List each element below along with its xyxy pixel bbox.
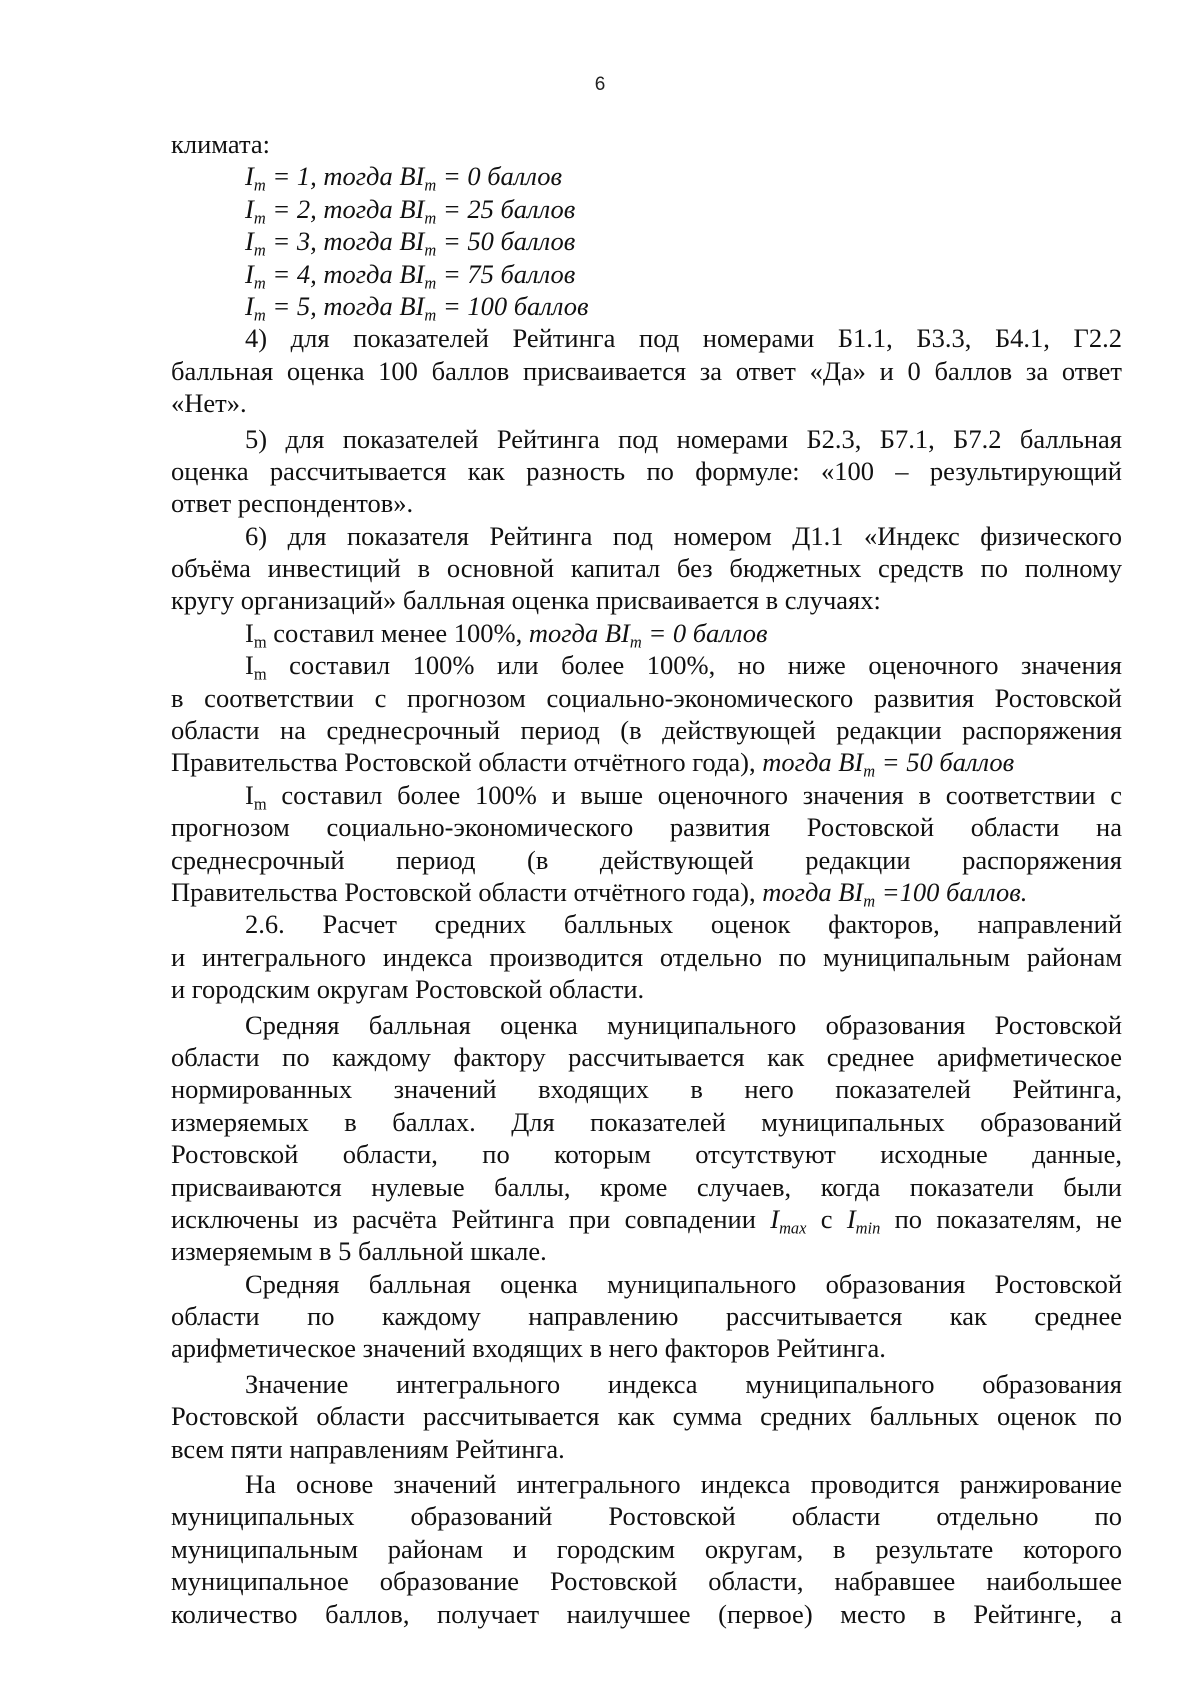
text-line: нормированных значений входящих в него показателей Рейтинга, bbox=[171, 1074, 1122, 1105]
formula-line: $I_m = 4$, тогда $BI_m = 75$ баллов bbox=[245, 258, 576, 292]
text-line: области по каждому направлению рассчитывается как среднее bbox=[171, 1301, 1122, 1332]
text-line: арифметическое значений входящих в него факторов Рейтинга. bbox=[171, 1333, 886, 1364]
document-body bbox=[171, 128, 1122, 1630]
text-line: количество баллов, получает наилучшее (первое) место в Рейтинге, а bbox=[171, 1598, 1122, 1629]
text-line: Правительства Ростовской области отчётного года), тогда $BI_m = 50$ баллов bbox=[171, 747, 1015, 781]
text-line: измеряемых в баллах. Для показателей муниципальных образований bbox=[171, 1106, 1122, 1137]
page-number: 6 bbox=[594, 74, 606, 95]
text-line: муниципальных образований Ростовской области отдельно по bbox=[171, 1501, 1122, 1532]
text-line: области на среднесрочный период (в действующей редакции распоряжения bbox=[171, 715, 1122, 746]
text-line: измеряемым в 5 балльной шкале. bbox=[171, 1236, 547, 1267]
text-line: «Нет». bbox=[171, 388, 247, 419]
text-line: среднесрочный период (в действующей редакции распоряжения bbox=[171, 844, 1122, 875]
text-line: Ростовской области рассчитывается как сумма средних балльных оценок по bbox=[171, 1401, 1122, 1432]
text-line: присваиваются нулевые баллы, кроме случаев, когда показатели были bbox=[171, 1171, 1122, 1202]
text-line: балльная оценка 100 баллов присваивается за ответ «Да» и 0 баллов за ответ bbox=[171, 355, 1122, 386]
text-line: 2.6. Расчет средних балльных оценок факторов, направлений bbox=[245, 909, 1122, 940]
text-line: объёма инвестиций в основной капитал без бюджетных средств по полному bbox=[171, 553, 1122, 584]
text-line: всем пяти направлениям Рейтинга. bbox=[171, 1433, 565, 1464]
text-line: в соответствии с прогнозом социально-экономического развития Ростовской bbox=[171, 682, 1122, 713]
text-line: Средняя балльная оценка муниципального образования Ростовской bbox=[245, 1268, 1122, 1299]
text-line: оценка рассчитывается как разность по формуле: «100 – результирующий bbox=[171, 455, 1122, 486]
formula-line: $I_m = 1$, тогда $BI_m = 0$ баллов bbox=[245, 161, 562, 195]
text-line: Ростовской области, по которым отсутствуют исходные данные, bbox=[171, 1139, 1122, 1170]
text-line: исключены из расчёта Рейтинга при совпадении $I_{max}$ с $I_{min}$ по показателям, не bbox=[171, 1203, 1122, 1238]
text-line: На основе значений интегрального индекса проводится ранжирование bbox=[245, 1469, 1122, 1500]
text-line: $I_m$ составил более 100% и выше оценочного значения в соответствии с bbox=[245, 779, 1122, 814]
text-line: и городским округам Ростовской области. bbox=[171, 974, 645, 1005]
text-line: кругу организаций» балльная оценка присваивается в случаях: bbox=[171, 585, 881, 616]
text-line: 5) для показателей Рейтинга под номерами Б2.3, Б7.1, Б7.2 балльная bbox=[245, 423, 1122, 454]
text-line: муниципальное образование Ростовской области, набравшее наибольшее bbox=[171, 1566, 1122, 1597]
formula-line: $I_m = 5$, тогда $BI_m = 100$ баллов bbox=[245, 290, 589, 325]
text-line: $I_m$ составил менее 100%, тогда $BI_m = 0$ баллов bbox=[245, 617, 768, 652]
text-line: 4) для показателей Рейтинга под номерами Б1.1, Б3.3, Б4.1, Г2.2 bbox=[245, 323, 1122, 354]
text-line: $I_m$ составил 100% или более 100%, но ниже оценочного значения bbox=[245, 650, 1122, 684]
text-line: ответ респондентов». bbox=[171, 488, 414, 519]
text-line: Значение интегрального индекса муниципального образования bbox=[245, 1368, 1122, 1399]
formula-line: $I_m = 3$, тогда $BI_m = 50$ баллов bbox=[245, 226, 576, 260]
formula-line: $I_m = 2$, тогда $BI_m = 25$ баллов bbox=[245, 193, 576, 228]
text-line: 6) для показателя Рейтинга под номером Д1.1 «Индекс физического bbox=[245, 520, 1122, 551]
text-line: и интегрального индекса производится отдельно по муниципальным районам bbox=[171, 941, 1122, 972]
text-line: климата: bbox=[171, 129, 270, 159]
text-line: Правительства Ростовской области отчётного года), тогда $BI_m =100$ баллов. bbox=[171, 876, 1028, 911]
text-line: области по каждому фактору рассчитывается как среднее арифметическое bbox=[171, 1041, 1122, 1072]
text-line: прогнозом социально-экономического развития Ростовской области на bbox=[171, 812, 1122, 843]
text-line: муниципальным районам и городским округам, в результате которого bbox=[171, 1533, 1122, 1564]
text-line: Средняя балльная оценка муниципального образования Ростовской bbox=[245, 1009, 1122, 1040]
